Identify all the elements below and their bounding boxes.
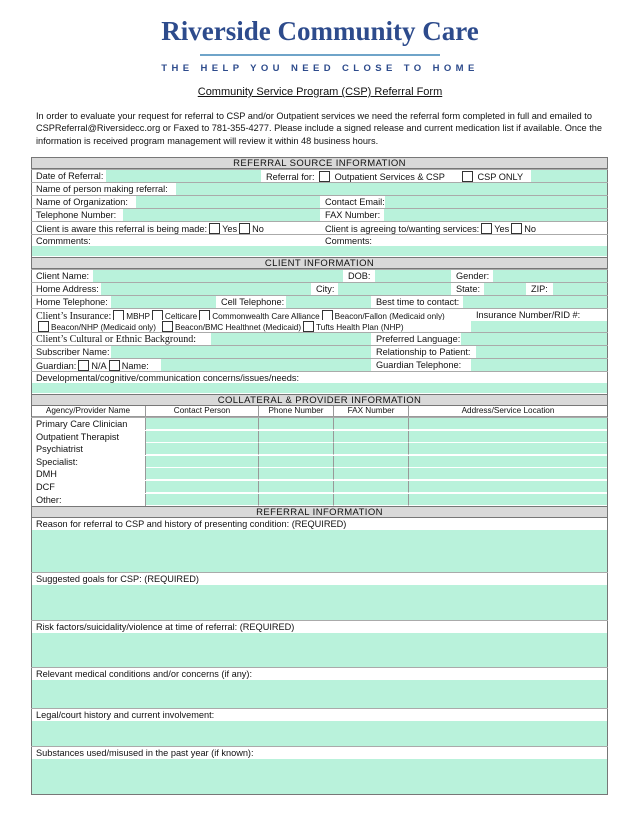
collateral-cell[interactable] bbox=[146, 443, 259, 455]
client-aware-label: Client is aware this referral is being made: bbox=[36, 224, 208, 234]
block-risk bbox=[31, 621, 608, 668]
legal-field[interactable] bbox=[31, 721, 608, 747]
guardian-telephone-field[interactable] bbox=[471, 359, 608, 371]
concerns-field[interactable] bbox=[31, 383, 608, 393]
subscriber-label: Subscriber Name: bbox=[31, 346, 111, 358]
fax-label: FAX Number: bbox=[320, 209, 384, 221]
cca-label: Commonwealth Care Alliance bbox=[212, 312, 320, 320]
collateral-cell[interactable] bbox=[334, 443, 409, 455]
guardian-telephone-label: Guardian Telephone: bbox=[371, 359, 471, 371]
beacon-bmc-checkbox[interactable] bbox=[162, 321, 173, 332]
logo-rule bbox=[200, 54, 440, 56]
reason-label: Reason for referral to CSP and history of presenting condition: (REQUIRED) bbox=[31, 518, 608, 530]
collateral-cell[interactable] bbox=[146, 431, 259, 443]
collateral-row-label: Primary Care Clinician bbox=[31, 418, 146, 430]
block-legal bbox=[31, 709, 608, 747]
row-divider bbox=[31, 269, 608, 270]
guardian-group bbox=[31, 359, 161, 371]
guardian-label: Guardian: bbox=[36, 361, 77, 371]
risk-label: Risk factors/suicidality/violence at time of referral: (REQUIRED) bbox=[31, 621, 608, 633]
person-making-referral-field[interactable] bbox=[176, 183, 608, 195]
collateral-column-header: FAX Number bbox=[334, 406, 409, 417]
best-time-label: Best time to contact: bbox=[371, 296, 463, 308]
collateral-cell[interactable] bbox=[334, 456, 409, 468]
collateral-cell[interactable] bbox=[409, 431, 608, 443]
collateral-cell[interactable] bbox=[146, 456, 259, 468]
insurance-line-1 bbox=[31, 309, 471, 320]
client-agreeing-label: Client is agreeing to/wanting services: bbox=[325, 224, 480, 234]
celticare-checkbox[interactable] bbox=[152, 310, 163, 320]
collateral-cell[interactable] bbox=[334, 468, 409, 480]
collateral-row bbox=[31, 468, 608, 480]
collateral-column-header: Phone Number bbox=[259, 406, 334, 417]
relationship-field[interactable] bbox=[476, 346, 608, 358]
outpatient-csp-checkbox[interactable] bbox=[319, 171, 330, 182]
outpatient-csp-label: Outpatient Services & CSP bbox=[334, 172, 445, 182]
collateral-cell[interactable] bbox=[409, 468, 608, 480]
date-of-referral-label: Date of Referral: bbox=[31, 170, 106, 182]
city-label: City: bbox=[311, 283, 338, 295]
row-client-aware bbox=[31, 222, 608, 234]
contact-email-label: Contact Email: bbox=[320, 196, 385, 208]
beacon-nhp-label: Beacon/NHP (Medicaid only) bbox=[51, 323, 156, 332]
row-guardian bbox=[31, 359, 608, 371]
client-name-field[interactable] bbox=[93, 270, 343, 282]
culture-label: Client’s Cultural or Ethnic Background: bbox=[31, 333, 211, 345]
beacon-fallon-label: Beacon/Fallon (Medicaid only) bbox=[334, 312, 445, 320]
telephone-label: Telephone Number: bbox=[31, 209, 123, 221]
row-divider bbox=[31, 308, 608, 309]
medical-field[interactable] bbox=[31, 680, 608, 709]
home-address-field[interactable] bbox=[101, 283, 311, 295]
org-logo-name: Riverside Community Care bbox=[161, 16, 479, 46]
comments-right-label: Comments: bbox=[325, 236, 372, 246]
collateral-column-header: Address/Service Location bbox=[409, 406, 608, 417]
mbhp-checkbox[interactable] bbox=[113, 310, 124, 320]
beacon-bmc-label: Beacon/BMC Healthnet (Medicaid) bbox=[174, 323, 302, 332]
section-client-information: CLIENT INFORMATION bbox=[31, 257, 608, 269]
row-divider bbox=[31, 417, 608, 418]
yes-label: Yes bbox=[222, 224, 238, 234]
collateral-row bbox=[31, 443, 608, 455]
row-insurance bbox=[31, 309, 608, 332]
legal-label: Legal/court history and current involvement: bbox=[31, 709, 608, 721]
row-home-address bbox=[31, 283, 608, 295]
row-divider bbox=[31, 221, 608, 222]
comments-right-field[interactable] bbox=[320, 246, 608, 256]
collateral-row bbox=[31, 494, 608, 506]
insurance-line-2 bbox=[31, 320, 471, 332]
section-referral-information: REFERRAL INFORMATION bbox=[31, 506, 608, 518]
date-of-referral-field[interactable] bbox=[106, 170, 261, 182]
collateral-cell[interactable] bbox=[146, 481, 259, 493]
intro-text: In order to evaluate your request for referral to CSP and/or Outpatient services we need the referral form completed in full and emailed to CSPReferral@Riversidecc.org or Faxed to 781-355-4277. Please include a signed release and current medication list if available. Once the information is received program management will review it within 48 business hours. bbox=[36, 111, 602, 146]
row-divider bbox=[31, 195, 608, 196]
row-concerns bbox=[31, 372, 608, 393]
csp-only-label: CSP ONLY bbox=[477, 172, 524, 182]
block-goals bbox=[31, 573, 608, 621]
cell-telephone-label: Cell Telephone: bbox=[216, 296, 286, 308]
insurance-number-field[interactable] bbox=[471, 321, 608, 332]
collateral-cell[interactable] bbox=[334, 431, 409, 443]
referral-for-label: Referral for: bbox=[266, 172, 315, 182]
mbhp-label: MBHP bbox=[126, 312, 150, 320]
goals-field[interactable] bbox=[31, 585, 608, 621]
collateral-cell[interactable] bbox=[334, 494, 409, 506]
row-telephone-fax bbox=[31, 209, 608, 221]
collateral-row bbox=[31, 481, 608, 493]
row-divider bbox=[31, 667, 608, 668]
row-client-name bbox=[31, 270, 608, 282]
collateral-cell[interactable] bbox=[334, 418, 409, 430]
row-divider bbox=[31, 620, 608, 621]
collateral-cell[interactable] bbox=[259, 481, 334, 493]
insurance-label: Client’s Insurance: bbox=[36, 311, 112, 320]
collateral-header-row bbox=[31, 406, 608, 417]
cell-telephone-field[interactable] bbox=[286, 296, 371, 308]
beacon-nhp-checkbox[interactable] bbox=[38, 321, 49, 332]
collateral-cell[interactable] bbox=[409, 494, 608, 506]
row-date-referral-for bbox=[31, 170, 608, 182]
row-divider bbox=[31, 358, 608, 359]
collateral-column-header: Agency/Provider Name bbox=[31, 406, 146, 417]
row-comments bbox=[31, 235, 608, 256]
guardian-na-checkbox[interactable] bbox=[78, 360, 89, 371]
goals-label: Suggested goals for CSP: (REQUIRED) bbox=[31, 573, 608, 585]
comments-left-field[interactable] bbox=[31, 246, 320, 256]
no-label: No bbox=[524, 224, 536, 234]
city-field[interactable] bbox=[338, 283, 451, 295]
row-divider bbox=[31, 208, 608, 209]
collateral-cell[interactable] bbox=[409, 481, 608, 493]
collateral-row-label: Outpatient Therapist bbox=[31, 431, 146, 443]
state-field[interactable] bbox=[484, 283, 526, 295]
client-aware-no-checkbox[interactable] bbox=[239, 223, 250, 234]
collateral-cell[interactable] bbox=[259, 443, 334, 455]
na-label: N/A bbox=[91, 361, 107, 371]
person-making-referral-label: Name of person making referral: bbox=[31, 183, 176, 195]
collateral-row bbox=[31, 431, 608, 443]
collateral-cell[interactable] bbox=[409, 418, 608, 430]
collateral-cell[interactable] bbox=[146, 494, 259, 506]
language-field[interactable] bbox=[461, 333, 608, 345]
row-divider bbox=[31, 708, 608, 709]
reason-field[interactable] bbox=[31, 530, 608, 573]
row-divider bbox=[31, 295, 608, 296]
collateral-cell[interactable] bbox=[259, 468, 334, 480]
org-tagline: THE HELP YOU NEED CLOSE TO HOME bbox=[161, 63, 479, 74]
no-label: No bbox=[252, 224, 264, 234]
collateral-row bbox=[31, 418, 608, 430]
row-person-making-referral bbox=[31, 183, 608, 195]
row-organization bbox=[31, 196, 608, 208]
contact-email-field[interactable] bbox=[385, 196, 608, 208]
yes-label: Yes bbox=[494, 224, 510, 234]
collateral-column-header: Contact Person bbox=[146, 406, 259, 417]
row-divider bbox=[31, 234, 608, 235]
collateral-cell[interactable] bbox=[259, 456, 334, 468]
collateral-row bbox=[31, 456, 608, 468]
row-divider bbox=[31, 182, 608, 183]
zip-label: ZIP: bbox=[526, 283, 553, 295]
insurance-number-label: Insurance Number/RID #: bbox=[471, 309, 608, 321]
celticare-label: Celticare bbox=[164, 312, 198, 320]
zip-field[interactable] bbox=[553, 283, 608, 295]
best-time-field[interactable] bbox=[463, 296, 608, 308]
csp-only-checkbox[interactable] bbox=[462, 171, 473, 182]
state-label: State: bbox=[451, 283, 484, 295]
section-referral-source: REFERRAL SOURCE INFORMATION bbox=[31, 157, 608, 169]
substances-field[interactable] bbox=[31, 759, 608, 795]
collateral-row-label: Specialist: bbox=[31, 456, 146, 468]
row-culture-language bbox=[31, 333, 608, 345]
dob-field[interactable] bbox=[375, 270, 451, 282]
subscriber-field[interactable] bbox=[111, 346, 371, 358]
risk-field[interactable] bbox=[31, 633, 608, 668]
collateral-cell[interactable] bbox=[259, 431, 334, 443]
home-telephone-field[interactable] bbox=[111, 296, 216, 308]
comments-left-label: Commments: bbox=[36, 236, 91, 246]
telephone-field[interactable] bbox=[123, 209, 320, 221]
collateral-row-label: DCF bbox=[31, 481, 146, 493]
section-collateral: COLLATERAL & PROVIDER INFORMATION bbox=[31, 394, 608, 406]
relationship-label: Relationship to Patient: bbox=[371, 346, 476, 358]
beacon-fallon-checkbox[interactable] bbox=[322, 310, 333, 320]
language-label: Preferred Language: bbox=[371, 333, 461, 345]
row-divider bbox=[31, 332, 608, 333]
collateral-row-label: Other: bbox=[31, 494, 146, 506]
tufts-checkbox[interactable] bbox=[303, 321, 314, 332]
client-agreeing-group bbox=[320, 222, 608, 234]
collateral-row-label: DMH bbox=[31, 468, 146, 480]
row-divider bbox=[31, 345, 608, 346]
collateral-cell[interactable] bbox=[146, 468, 259, 480]
client-name-label: Client Name: bbox=[31, 270, 93, 282]
guardian-name-checkbox[interactable] bbox=[109, 360, 120, 371]
organization-field[interactable] bbox=[136, 196, 320, 208]
gender-label: Gender: bbox=[451, 270, 493, 282]
collateral-row-label: Psychiatrist bbox=[31, 443, 146, 455]
row-phones bbox=[31, 296, 608, 308]
block-reason bbox=[31, 518, 608, 573]
guardian-name-label: Name: bbox=[121, 361, 149, 371]
row-divider bbox=[31, 746, 608, 747]
culture-field[interactable] bbox=[211, 333, 371, 345]
organization-label: Name of Organization: bbox=[31, 196, 136, 208]
tufts-label: Tufts Health Plan (NHP) bbox=[316, 323, 404, 332]
row-subscriber bbox=[31, 346, 608, 358]
row-divider bbox=[31, 282, 608, 283]
row-divider bbox=[31, 169, 608, 170]
collateral-cell[interactable] bbox=[334, 481, 409, 493]
client-aware-group bbox=[31, 222, 320, 234]
form-title: Community Service Program (CSP) Referral Form bbox=[197, 86, 443, 98]
home-address-label: Home Address: bbox=[31, 283, 101, 295]
substances-label: Substances used/misused in the past year (if known): bbox=[31, 747, 608, 759]
row-divider bbox=[31, 572, 608, 573]
guardian-name-field[interactable] bbox=[161, 359, 371, 371]
client-agreeing-no-checkbox[interactable] bbox=[511, 223, 522, 234]
fax-field[interactable] bbox=[384, 209, 608, 221]
client-agreeing-yes-checkbox[interactable] bbox=[481, 223, 492, 234]
gender-field[interactable] bbox=[493, 270, 608, 282]
collateral-cell[interactable] bbox=[259, 418, 334, 430]
block-medical bbox=[31, 668, 608, 709]
referral-for-fill bbox=[531, 170, 608, 182]
block-substances bbox=[31, 747, 608, 795]
home-telephone-label: Home Telephone: bbox=[31, 296, 111, 308]
collateral-cell[interactable] bbox=[409, 443, 608, 455]
row-divider bbox=[31, 371, 608, 372]
client-aware-yes-checkbox[interactable] bbox=[209, 223, 220, 234]
concerns-label: Developmental/cognitive/communication concerns/issues/needs: bbox=[31, 372, 608, 383]
cca-checkbox[interactable] bbox=[199, 310, 210, 320]
collateral-cell[interactable] bbox=[409, 456, 608, 468]
medical-label: Relevant medical conditions and/or concerns (if any): bbox=[31, 668, 608, 680]
collateral-cell[interactable] bbox=[146, 418, 259, 430]
dob-label: DOB: bbox=[343, 270, 375, 282]
collateral-cell[interactable] bbox=[259, 494, 334, 506]
